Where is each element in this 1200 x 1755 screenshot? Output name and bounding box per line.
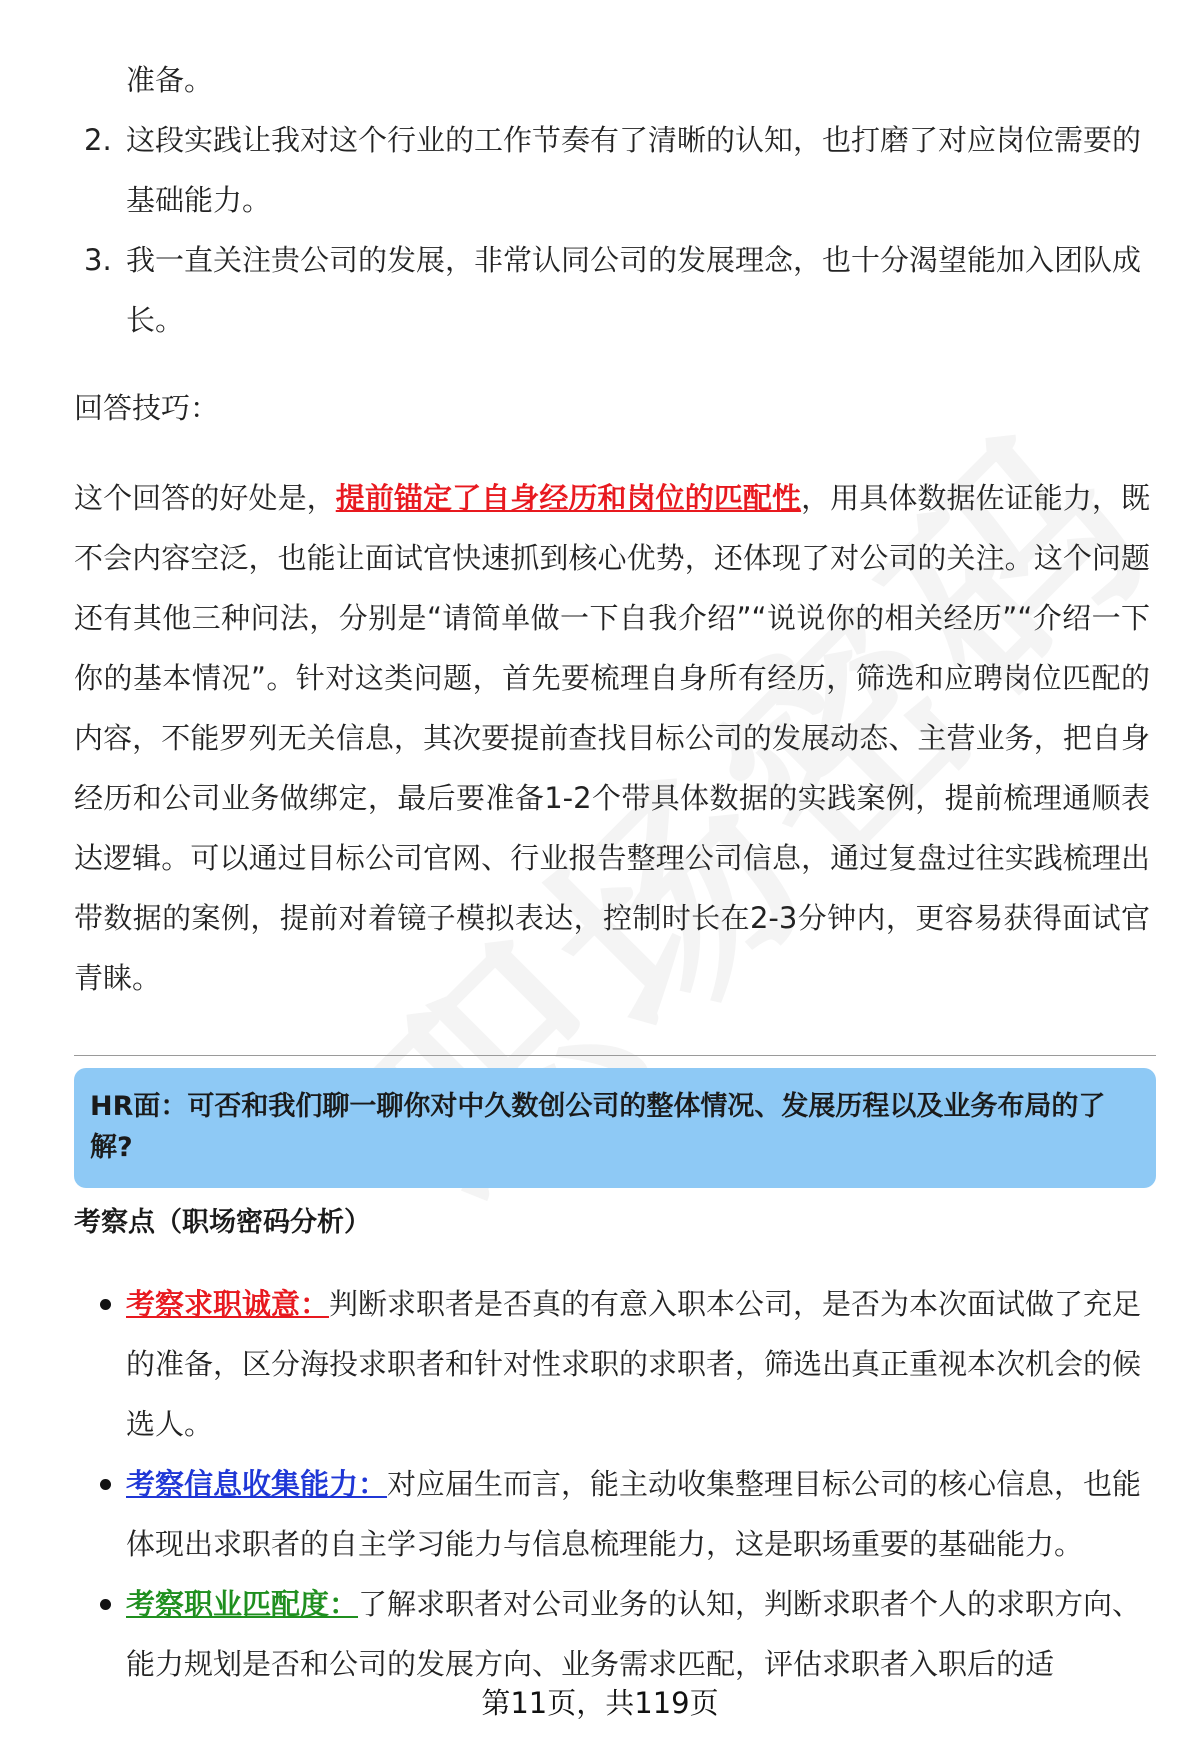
answer-prefix: 这个回答的好处是，	[74, 481, 336, 515]
list-item	[74, 1274, 1154, 1454]
point-text: 了解求职者对公司业务的认知，判断求职者个人的求职方向、能力规划是否和公司的发展方向、业务需求匹配，评估求职者入职后的适	[126, 1587, 1142, 1681]
bullet-icon	[100, 1599, 111, 1610]
bullet-icon	[100, 1299, 111, 1310]
section-title: 考察点（职场密码分析）	[74, 1207, 371, 1238]
point-label: 考察职业匹配度：	[126, 1587, 359, 1621]
point-text: 对应届生而言，能主动收集整理目标公司的核心信息，也能体现出求职者的自主学习能力与信息梳理能力，这是职场重要的基础能力。	[126, 1467, 1142, 1561]
point-label: 考察求职诚意：	[126, 1287, 330, 1321]
answer-body: ，用具体数据佐证能力，既不会内容空泛，也能让面试官快速抓到核心优势，还体现了对公司的关注。这个问题还有其他三种问法，分别是“请简单做一下自我介绍”“说说你的相关经历”“介绍一下你的基本情况”。针对这类问题，首先要梳理自身所有经历，筛选和应聘岗位匹配的内容，不能罗列无关信息，其次要提前查找目标公司的发展动态、主营业务，把自身经历和公司业务做绑定，最后要准备1-2个带具体数据的实践案例，提前梳理通顺表达逻辑。可以通过目标公司官网、行业报告整理公司信息，通过复盘过往实践梳理出带数据的案例，提前对着镜子模拟表达，控制时长在2-3分钟内，更容易获得面试官青睐。	[74, 481, 1150, 995]
numbered-list	[74, 110, 1154, 350]
point-text: 判断求职者是否真的有意入职本公司，是否为本次面试做了充足的准备，区分海投求职者和针对性求职的求职者，筛选出真正重视本次机会的候选人。	[126, 1287, 1142, 1441]
continuation-text: 准备。	[126, 63, 214, 97]
page-number-footer: 第11页，共119页	[481, 1686, 719, 1720]
answer-tips-paragraph	[74, 468, 1150, 1008]
list-number: 3.	[84, 243, 112, 277]
point-label: 考察信息收集能力：	[126, 1467, 388, 1501]
list-item	[74, 1574, 1154, 1694]
section-divider	[74, 1055, 1156, 1056]
list-item	[74, 110, 1154, 230]
interview-question: HR面：可否和我们聊一聊你对中久数创公司的整体情况、发展历程以及业务布局的了解?	[90, 1091, 1106, 1163]
bullet-icon	[100, 1479, 111, 1490]
list-number: 2.	[84, 123, 112, 157]
list-item	[74, 230, 1154, 350]
list-item-text: 这段实践让我对这个行业的工作节奏有了清晰的认知，也打磨了对应岗位需要的基础能力。	[126, 123, 1142, 217]
assessment-points-list	[74, 1274, 1154, 1694]
answer-highlight: 提前锚定了自身经历和岗位的匹配性	[335, 481, 802, 515]
interview-question-box	[74, 1068, 1156, 1188]
list-item-text: 我一直关注贵公司的发展，非常认同公司的发展理念，也十分渴望能加入团队成长。	[126, 243, 1142, 337]
answer-tips-heading: 回答技巧：	[74, 391, 220, 425]
list-item	[74, 1454, 1154, 1574]
